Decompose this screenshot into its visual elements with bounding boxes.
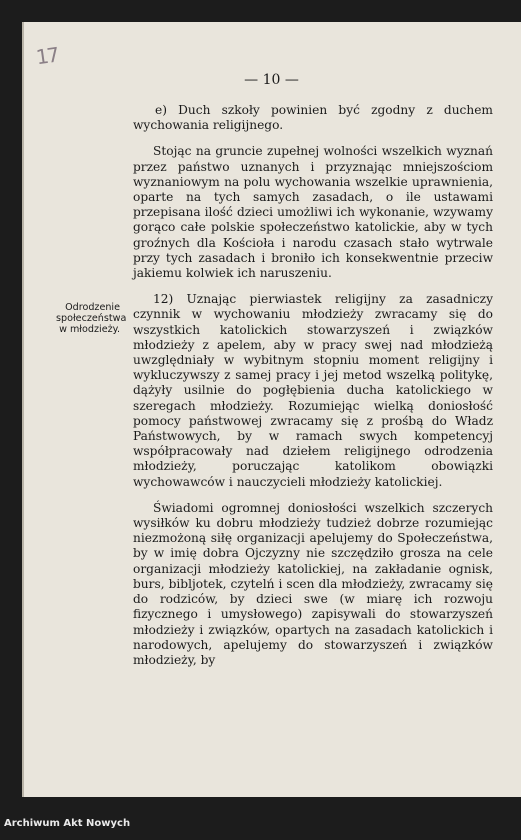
margin-note: Odrodzenie społeczeństwa w młodzieży. [56, 302, 127, 335]
page-edge [22, 22, 24, 797]
page-number: — 10 — [244, 72, 299, 88]
archive-footer [0, 810, 521, 840]
paragraph-standing: Stojąc na gruncie zupełnej wolności wszelkich wyznań przez państwo uznanych i przyznając mniejszościom wyznaniowym na polu wychowania wszelkie uprawnienia, oparte na tych samych zasadach, o ile ustawami przepisana ilość dzieci umożliwi ich wykonanie, wzywamy gorąco całe polskie społeczeństwo katolickie, aby w tych groźnych dla Kościoła i narodu czasach stało wytrwale przy tych zasadach i broniło ich konsekwentnie przeciw jakiemu kolwiek ich naruszeniu. [133, 144, 493, 281]
archive-name: Archiwum Akt Nowych [4, 818, 131, 829]
paragraph-e: e) Duch szkoły powinien być zgodny z duchem wychowania religijnego. [133, 103, 493, 133]
body-text [133, 103, 493, 668]
paragraph-aware: Świadomi ogromnej doniosłości wszelkich szczerych wysiłków ku dobru młodzieży tudzież dobrze rozumiejąc niezmożoną siłę organizacji apelujemy do Społeczeństwa, by w imię dobra Ojczyzny nie szczędziło grosza na cele organizacji młodzieży katolickiej, na zakładanie ognisk, burs, bibljotek, czytelń i scen dla młodzieży, zwracamy się do rodziców, by dzieci swe (w miarę ich rozwoju fizycznego i umysłowego) zapisywali do stowarzyszeń młodzieży i związków, opartych na zasadach katolickich i narodowych, apelujemy do stowarzyszeń i związków młodzieży, by [133, 500, 493, 667]
paragraph-12: 12) Uznając pierwiastek religijny za zasadniczy czynnik w wychowaniu młodzieży zwracamy się do wszystkich katolickich stowarzyszeń i związków młodzieży z apelem, aby w pracy swej nad młodzieżą uwzględniały w wybitnym stopniu moment religijny i wykluczywszy z samej pracy i jej metod wszelką politykę, dążyły usilnie do pogłębienia ducha katolickiego w szeregach młodzieży. Rozumiejąc wielką doniosłość pomocy państwowej zwracamy się z prośbą do Władz Państwowych, by w ramach swych kompetencyj współpracowały nad dziełem religijnego odrodzenia młodzieży, poruczając katolikom obowiązki wychowawców i nauczycieli młodzieży katolickiej. [133, 292, 493, 489]
archive-pencil-mark: 17 [34, 42, 60, 70]
document-page [22, 22, 521, 797]
